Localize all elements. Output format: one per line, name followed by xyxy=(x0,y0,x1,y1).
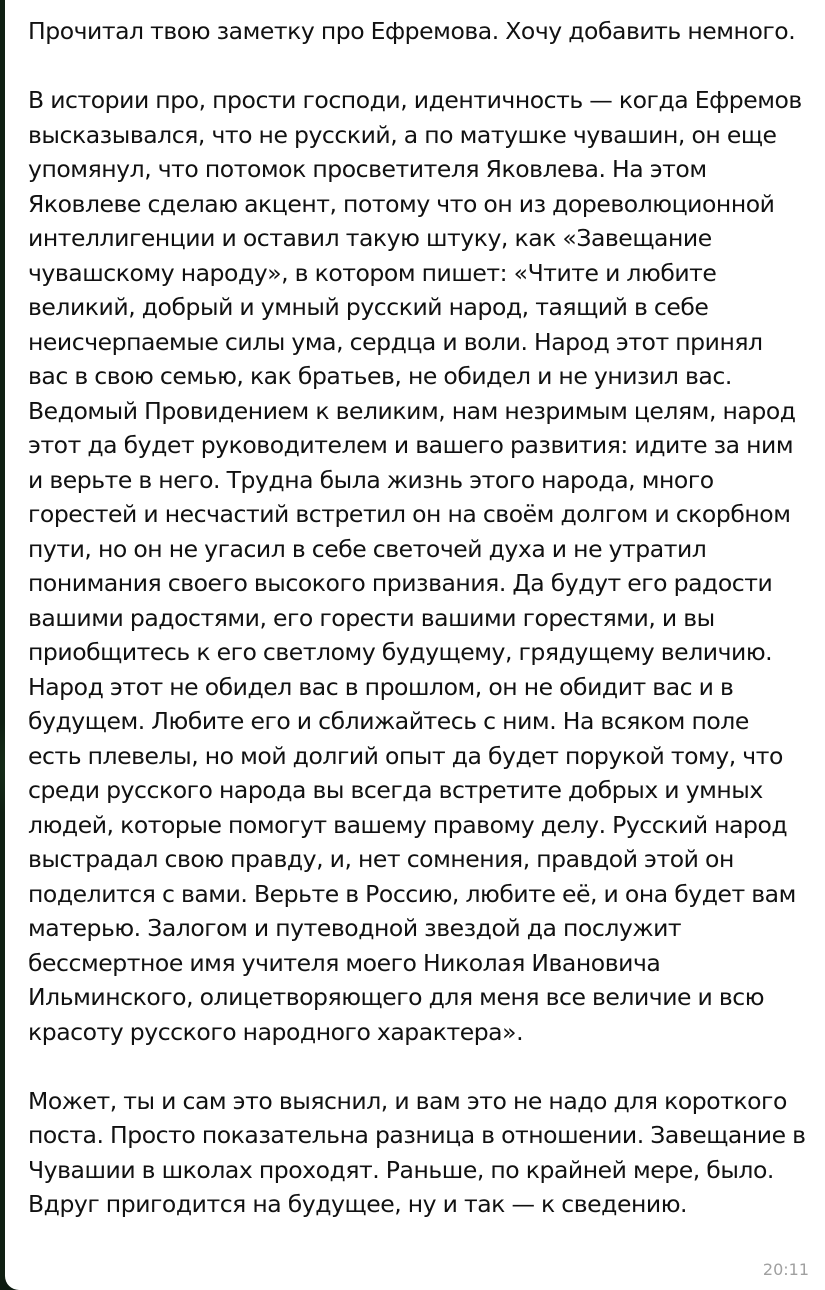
message-timestamp: 20:11 xyxy=(762,1260,809,1279)
message-text xyxy=(28,14,807,1222)
message-bubble[interactable] xyxy=(5,0,825,1290)
message-paragraph-1: Прочитал твою заметку про Ефремова. Хочу добавить немного. xyxy=(28,17,796,45)
message-paragraph-2: В истории про, прости господи, идентичность — когда Ефремов высказывался, что не русский, а по матушке чувашин, он еще упомянул, что потомок просветителя Яковлева. На этом Яковлеве сделаю акцент, потому что он из дореволюционной интеллигенции и оставил такую штуку, как «Завещание чувашскому народу», в котором пишет: «Чтите и любите великий, добрый и умный русский народ, таящий в себе неисчерпаемые силы ума, сердца и воли. Народ этот принял вас в свою семью, как братьев, не обидел и не унизил вас. Ведомый Провидением к великим, нам незримым целям, народ этот да будет руководителем и вашего развития: идите за ним и верьте в него. Трудна была жизнь этого народа, много горестей и несчастий встретил он на своём долгом и скорбном пути, но он не угасил в себе светочей духа и не утратил понимания своего высокого призвания. Да будут его радости вашими радостями, его горести вашими горестями, и вы приобщитесь к его светлому будущему, грядущему величию. Народ этот не обидел вас в прошлом, он не обидит вас и в будущем. Любите его и сближайтесь с ним. На всяком поле есть плевелы, но мой долгий опыт да будет порукой тому, что среди русского народа вы всегда встретите добрых и умных людей, которые помогут вашему правому делу. Русский народ выстрадал свою правду, и, нет сомнения, правдой этой он поделится с вами. Верьте в Россию, любите её, и она будет вам матерью. Залогом и путеводной звездой да послужит бессмертное имя учителя моего Николая Ивановича Ильминского, олицетворяющего для меня все величие и всю красоту русского народного характера». xyxy=(28,86,802,1046)
message-paragraph-3: Может, ты и сам это выяснил, и вам это не надо для короткого поста. Просто показательна разница в отношении. Завещание в Чувашии в школах проходят. Раньше, по крайней мере, было. Вдруг пригодится на будущее, ну и так — к сведению. xyxy=(28,1086,806,1218)
